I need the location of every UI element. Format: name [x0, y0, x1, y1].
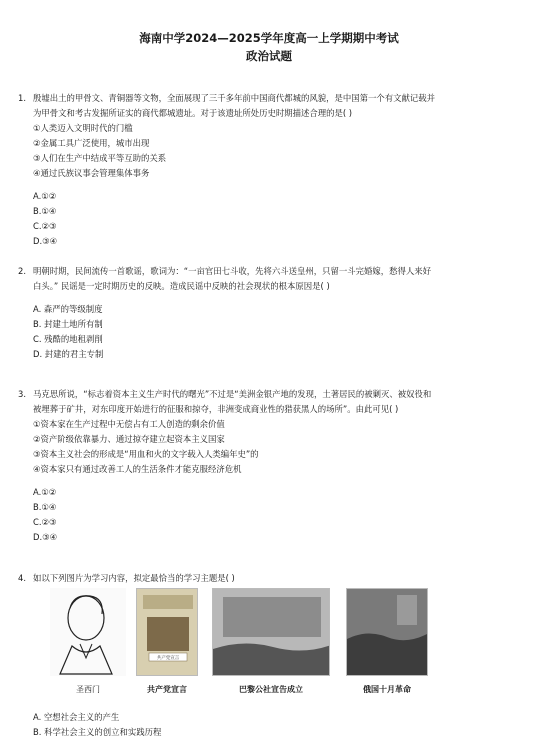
statement: ①人类迈入文明时代的门槛	[33, 123, 133, 133]
figure-caption: 巴黎公社宣告成立	[239, 685, 303, 694]
statement: ③人们在生产中结成平等互助的关系	[33, 153, 167, 163]
question-4	[18, 571, 528, 586]
statement: ②金属工具广泛使用，城市出现	[33, 138, 150, 148]
question-stem-line: 白头。” 民谣是一定时期历史的反映。造成民谣中反映的社会现状的根本原因是( )	[33, 281, 330, 291]
option-a: A. 空想社会主义的产生	[33, 712, 120, 722]
portrait-image	[50, 588, 126, 676]
book-cover-image	[136, 588, 198, 676]
option-b: B.①④	[33, 206, 57, 216]
question-stem-line: 马克思所说，“标志着资本主义生产时代的曙光”不过是“美洲金银产地的发现，土著居民的被剿灭、被奴役和	[33, 389, 432, 399]
question-number: 2.	[18, 266, 26, 276]
option-a: A. 森严的等级制度	[33, 304, 103, 314]
option-b: B. 科学社会主义的创立和实践历程	[33, 727, 162, 737]
exam-subtitle: 政治试题	[246, 49, 292, 63]
question-3	[18, 387, 528, 545]
figure-caption: 俄国十月革命	[363, 685, 411, 694]
statement: ④资本家只有通过改善工人的生活条件才能克服经济危机	[33, 464, 242, 474]
statement: ①资本家在生产过程中无偿占有工人创造的剩余价值	[33, 419, 225, 429]
question-1	[18, 91, 528, 249]
option-d: D.③④	[33, 236, 58, 246]
question-stem-line: 殷墟出土的甲骨文、青铜器等文物，全面展现了三千多年前中国商代都城的风貌，是中国第一个有文献记载并	[33, 93, 435, 103]
option-c: C.②③	[33, 517, 57, 527]
option-c: C. 残酷的地租剥削	[33, 334, 103, 344]
question-2	[18, 264, 528, 362]
statement: ②资产阶级依靠暴力、通过掠夺建立起资本主义国家	[33, 434, 225, 444]
photo-image	[346, 588, 428, 676]
statement: ③资本主义社会的形成是“用血和火的文字载入人类编年史”的	[33, 449, 259, 459]
figure-caption: 共产党宣言	[147, 685, 187, 694]
question-stem-line: 如以下列图片为学习内容，拟定最恰当的学习主题是( )	[33, 573, 235, 583]
figure-saint-simon	[50, 588, 126, 695]
option-a: A.①②	[33, 487, 57, 497]
figure-row	[50, 588, 470, 698]
question-stem-line: 被埋葬于矿井，对东印度开始进行的征服和掠夺，非洲变成商业性的猎获黑人的场所”。由此可见( )	[33, 404, 399, 414]
option-a: A.①②	[33, 191, 57, 201]
statement: ④通过氏族议事会管理集体事务	[33, 168, 150, 178]
exam-title: 海南中学2024—2025学年度高一上学期期中考试	[139, 31, 399, 45]
question-number: 4.	[18, 573, 26, 583]
figure-caption: 圣西门	[76, 685, 100, 694]
figure-manifesto	[136, 588, 198, 695]
figure-october-revolution	[346, 588, 428, 695]
question-number: 3.	[18, 389, 26, 399]
option-b: B. 封建土地所有制	[33, 319, 103, 329]
option-d: D.③④	[33, 532, 58, 542]
figure-paris-commune	[212, 588, 330, 695]
book-cover-title: 共产党宣言	[156, 656, 180, 661]
question-stem-line: 明朝时期，民间流传一首歌谣，歌词为：“一亩官田七斗收，先将六斗送皇州，只留一斗完婚嫁，愁得人来好	[33, 266, 431, 276]
question-stem-line: 为甲骨文和考古发掘所证实的商代都城遗址。对于该遗址所处历史时期描述合理的是( )	[33, 108, 353, 118]
engraving-image	[212, 588, 330, 676]
question-number: 1.	[18, 93, 26, 103]
option-b: B.①④	[33, 502, 57, 512]
option-c: C.②③	[33, 221, 57, 231]
option-d: D. 封建的君主专制	[33, 349, 104, 359]
question-4-options	[18, 710, 528, 740]
